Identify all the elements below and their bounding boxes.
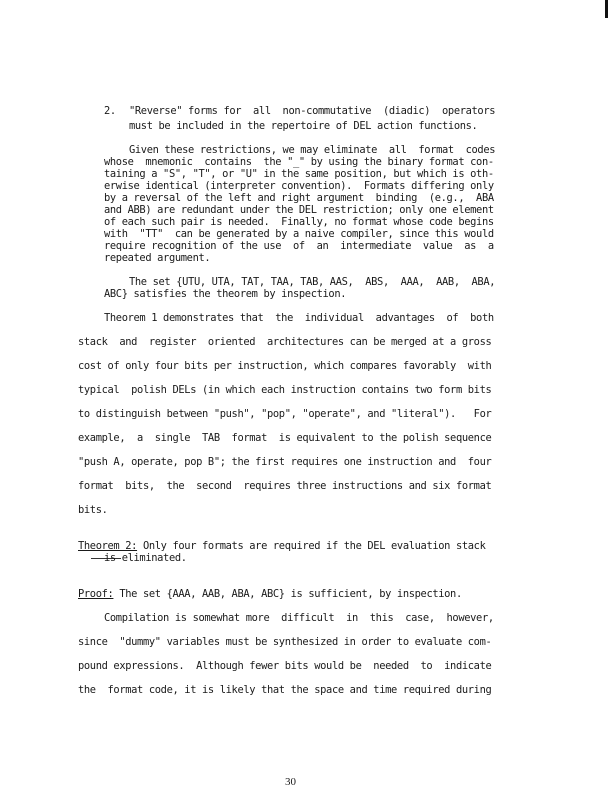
restrictions-line-1: Given these restrictions, we may eliminate all format codes [129,144,496,156]
theorem2-line-2: is eliminated. [104,552,187,564]
restrictions-line-10: repeated argument. [104,252,211,264]
restrictions-line-5: by a reversal of the left and right argument binding (e.g., ABA [104,192,494,204]
theorem2-line-1: Only four formats are required if the DEL evaluation stack [137,540,486,552]
theorem1-line-4: typical polish DELs (in which each instruction contains two form bits [78,384,492,396]
theorem2-heading [78,540,486,552]
restrictions-line-7: of each such pair is needed. Finally, no format whose code begins [104,216,494,228]
item2-number: 2. [104,105,116,117]
restrictions-line-4: erwise identical (interpreter convention). Formats differing only [104,180,494,192]
theorem1-line-9: bits. [78,504,108,516]
set-line-2: ABC} satisfies the theorem by inspection. [104,288,347,300]
proof-text: The set {AAA, AAB, ABA, ABC} is sufficient, by inspection. [113,588,462,600]
proof [78,588,462,600]
restrictions-line-9: require recognition of the use of an intermediate value as a [104,240,494,252]
theorem1-line-6: example, a single TAB format is equivalent to the polish sequence [78,432,492,444]
page-number: 30 [285,776,296,788]
theorem1-line-3: cost of only four bits per instruction, which compares favorably with [78,360,492,372]
restrictions-line-2: whose mnemonic contains the "_" by using the binary format con- [104,156,494,168]
restrictions-line-6: and ABB) are redundant under the DEL restriction; only one element [104,204,494,216]
theorem2-label: Theorem 2: [78,540,138,552]
compilation-line-2: since "dummy" variables must be synthesized in order to evaluate com- [78,636,492,648]
margin-mark [605,0,608,18]
compilation-line-1: Compilation is somewhat more difficult in this case, however, [104,612,494,624]
item2-line-2: must be included in the repertoire of DEL action functions. [129,120,478,132]
compilation-line-3: pound expressions. Although fewer bits would be needed to indicate [78,660,492,672]
theorem1-line-7: "push A, operate, pop B"; the first requires one instruction and four [78,456,492,468]
item2-line-1: "Reverse" forms for all non-commutative (diadic) operators [129,105,496,117]
theorem1-line-5: to distinguish between "push", "pop", "operate", and "literal"). For [78,408,492,420]
set-line-1: The set {UTU, UTA, TAT, TAA, TAB, AAS, ABS, AAA, AAB, ABA, [129,276,496,288]
theorem1-line-2: stack and register oriented architectures can be merged at a gross [78,336,492,348]
restrictions-line-3: taining a "S", "T", or "U" in the same position, but which is oth- [104,168,494,180]
proof-label: Proof: [78,588,114,600]
restrictions-line-8: with "TT" can be generated by a naive compiler, since this would [104,228,494,240]
theorem1-line-1: Theorem 1 demonstrates that the individual advantages of both [104,312,494,324]
theorem1-line-8: format bits, the second requires three instructions and six format [78,480,492,492]
compilation-line-4: the format code, it is likely that the space and time required during [78,684,492,696]
